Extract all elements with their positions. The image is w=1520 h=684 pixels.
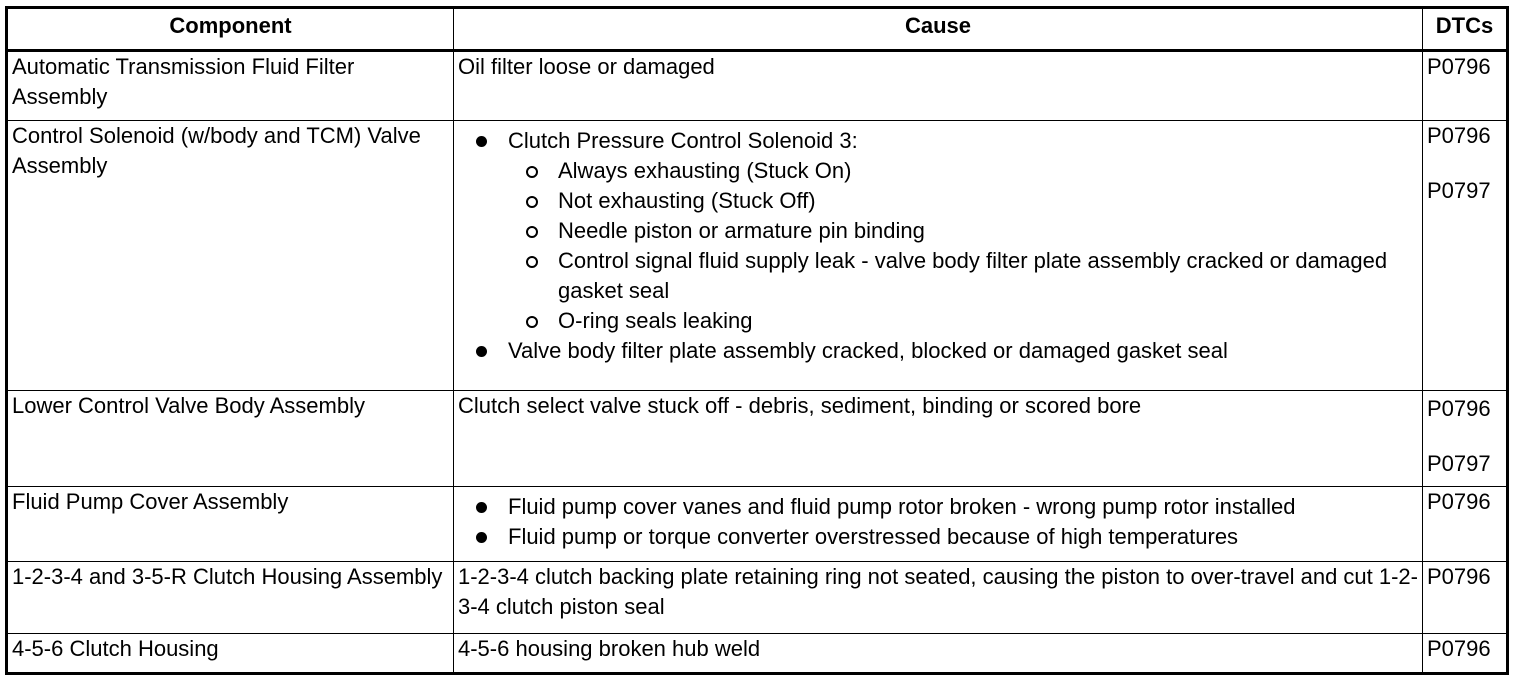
dtc-code: P0796 xyxy=(1427,564,1491,589)
cause-bullet-item: Fluid pump cover vanes and fluid pump rotor broken - wrong pump rotor installed xyxy=(476,492,1418,522)
cause-bullet-item xyxy=(476,126,1418,336)
cause-sub-item: Not exhausting (Stuck Off) xyxy=(526,186,1418,216)
dtc-code: P0797 xyxy=(1427,451,1491,476)
cause-sub-item: O-ring seals leaking xyxy=(526,306,1418,336)
cause-cell: Oil filter loose or damaged xyxy=(454,51,1423,121)
table-row xyxy=(7,121,1508,391)
column-header-component: Component xyxy=(7,8,454,51)
cause-sub-item: Needle piston or armature pin binding xyxy=(526,216,1418,246)
cause-sub-item: Always exhausting (Stuck On) xyxy=(526,156,1418,186)
component-cell: Automatic Transmission Fluid Filter Assembly xyxy=(7,51,454,121)
cause-sub-list xyxy=(508,156,1418,336)
diagnostic-table xyxy=(5,6,1509,675)
cause-bullet-item: Fluid pump or torque converter overstressed because of high temperatures xyxy=(476,522,1418,552)
dtc-cell xyxy=(1423,487,1508,562)
dtc-code: P0796 xyxy=(1427,54,1491,79)
table-header-row xyxy=(7,8,1508,51)
table-row xyxy=(7,51,1508,121)
dtc-cell xyxy=(1423,51,1508,121)
dtc-code: P0796 xyxy=(1427,636,1491,661)
column-header-cause: Cause xyxy=(454,8,1423,51)
table-row xyxy=(7,487,1508,562)
dtc-code: P0796 xyxy=(1427,489,1491,514)
cause-cell xyxy=(454,121,1423,391)
dtc-cell xyxy=(1423,121,1508,391)
cause-cell xyxy=(454,487,1423,562)
cause-bullet-item: Valve body filter plate assembly cracked, blocked or damaged gasket seal xyxy=(476,336,1418,366)
dtc-spacer xyxy=(1427,424,1502,449)
dtc-cell xyxy=(1423,562,1508,634)
table-row xyxy=(7,562,1508,634)
component-cell: Control Solenoid (w/body and TCM) Valve Assembly xyxy=(7,121,454,391)
column-header-dtcs: DTCs xyxy=(1423,8,1508,51)
dtc-code: P0796 xyxy=(1427,123,1491,148)
dtc-code: P0797 xyxy=(1427,178,1491,203)
cause-cell: Clutch select valve stuck off - debris, sediment, binding or scored bore xyxy=(454,391,1423,487)
component-cell: 4-5-6 Clutch Housing xyxy=(7,634,454,674)
dtc-cell xyxy=(1423,391,1508,487)
table-row xyxy=(7,391,1508,487)
cause-bullet-text: Clutch Pressure Control Solenoid 3: xyxy=(508,128,858,153)
dtc-code: P0796 xyxy=(1427,396,1491,421)
cause-bullet-list xyxy=(458,490,1418,555)
dtc-cell xyxy=(1423,634,1508,674)
cause-bullet-list xyxy=(458,124,1418,369)
cause-cell: 4-5-6 housing broken hub weld xyxy=(454,634,1423,674)
dtc-spacer xyxy=(1427,151,1502,176)
table-row xyxy=(7,634,1508,674)
cause-cell: 1-2-3-4 clutch backing plate retaining ring not seated, causing the piston to over-travel and cut 1-2-3-4 clutch piston seal xyxy=(454,562,1423,634)
component-cell: Lower Control Valve Body Assembly xyxy=(7,391,454,487)
cause-sub-item: Control signal fluid supply leak - valve body filter plate assembly cracked or damaged gasket seal xyxy=(526,246,1418,306)
component-cell: 1-2-3-4 and 3-5-R Clutch Housing Assembly xyxy=(7,562,454,634)
component-cell: Fluid Pump Cover Assembly xyxy=(7,487,454,562)
